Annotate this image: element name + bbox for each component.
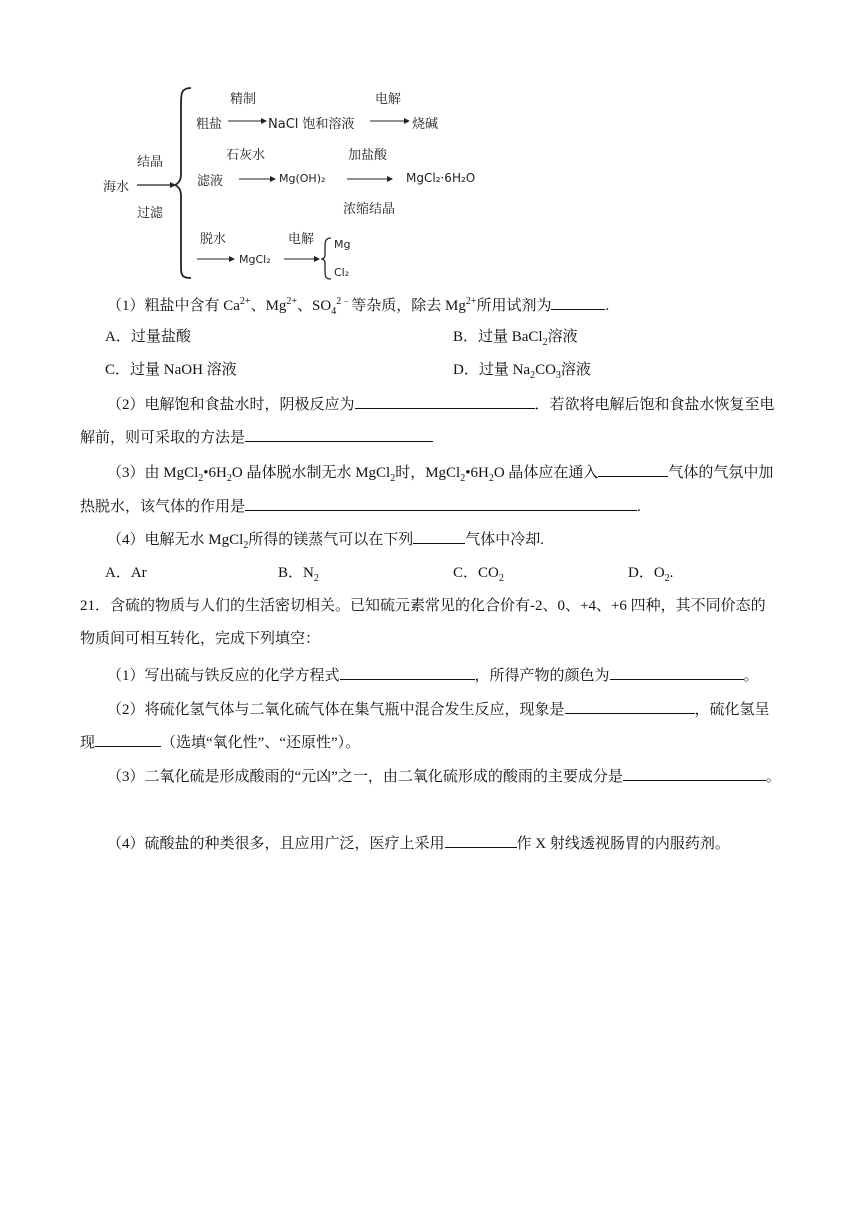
label-cl2: Cl₂: [334, 266, 350, 279]
q1-option-c[interactable]: C．过量 NaOH 溶液: [105, 362, 237, 378]
q4-option-b[interactable]: B．$N_2$: [278, 565, 319, 584]
q4-stem: （4）电解无水 MgCl$_2$所得的镁蒸气可以在下列 气体中冷却.: [107, 528, 544, 550]
answer-blank[interactable]: [623, 765, 766, 781]
q21-part2-line1: （2）将硫化氢气体与二氧化硫气体在集气瓶中混合发生反应，现象是 ，硫化氢呈: [107, 698, 770, 720]
q1-stem: （1）粗盐中含有 $Ca^{2+}$、$Mg^{2+}$、$SO_4^{2﹣}$等杂质，除去 $Mg^{2+}$所用试剂为 .: [107, 296, 610, 317]
q4-option-c[interactable]: C．$CO_2$: [453, 565, 504, 584]
q4-option-d[interactable]: D．$O_2$.: [628, 565, 674, 584]
arrowhead-hcl: [387, 176, 393, 182]
label-mgcl2-hydrate: MgCl₂·6H₂O: [406, 171, 476, 185]
q21-intro-line2: 物质间可相互转化，完成下列填空：: [80, 631, 321, 647]
answer-blank[interactable]: [551, 294, 605, 310]
answer-blank[interactable]: [565, 698, 695, 714]
label-nacl-solution: NaCl 饱和溶液: [268, 117, 355, 132]
label-add-hcl: 加盐酸: [348, 148, 388, 163]
q1-option-d[interactable]: D．过量 $Na_2CO_3$溶液: [453, 362, 591, 381]
q4-option-a[interactable]: A．Ar: [105, 565, 147, 581]
arrowhead-dehydrate: [229, 256, 235, 262]
label-concentrate: 浓缩结晶: [343, 202, 396, 217]
label-dehydrate: 脱水: [200, 232, 227, 247]
answer-blank[interactable]: [340, 664, 475, 680]
label-mg: Mg: [334, 238, 351, 251]
label-filter: 过滤: [137, 206, 164, 221]
answer-blank[interactable]: [598, 461, 668, 477]
answer-blank[interactable]: [95, 731, 161, 747]
label-mgoh2: Mg(OH)₂: [279, 172, 326, 185]
label-crude-salt: 粗盐: [196, 117, 223, 132]
label-electrolysis1: 电解: [375, 92, 402, 107]
q21-intro-line1: 21．含硫的物质与人们的生活密切相关。已知硫元素常见的化合价有-2、0、+4、+6 四种，其不同价态的: [80, 598, 766, 614]
q2-line1: （2）电解饱和食盐水时，阴极反应为 ．若欲将电解后饱和食盐水恢复至电: [107, 393, 775, 415]
q21-part2-line2: 现 （选填“氧化性”、“还原性”）。: [80, 731, 360, 753]
label-seawater: 海水: [103, 180, 130, 195]
answer-blank[interactable]: [445, 832, 517, 848]
q1-option-b[interactable]: B．过量 BaCl$_2$溶液: [453, 329, 578, 348]
answer-blank[interactable]: [245, 495, 637, 511]
answer-blank[interactable]: [413, 528, 465, 544]
q21-part4: （4）硫酸盐的种类很多，且应用广泛，医疗上采用 作 X 射线透视肠胃的内服药剂。: [107, 832, 730, 854]
arrowhead-electrolysis1: [404, 118, 410, 124]
q2-line2: 解前，则可采取的方法是: [80, 426, 433, 448]
q21-part3: （3）二氧化硫是形成酸雨的“元凶”之一，由二氧化硫形成的酸雨的主要成分是 。: [107, 765, 781, 787]
main-brace: [175, 88, 191, 278]
label-filtrate: 滤液: [197, 174, 224, 189]
answer-blank[interactable]: [355, 393, 535, 409]
answer-blank[interactable]: [245, 426, 433, 442]
label-mgcl2: MgCl₂: [239, 253, 271, 266]
arrowhead-limewater: [270, 176, 276, 182]
small-brace: [321, 238, 331, 279]
q1-option-a[interactable]: A．过量盐酸: [105, 329, 191, 345]
arrowhead-electrolysis2: [314, 256, 320, 262]
q3-line2: 热脱水，该气体的作用是 .: [80, 495, 641, 517]
label-caustic-soda: 烧碱: [412, 117, 439, 132]
answer-blank[interactable]: [610, 664, 744, 680]
q21-part1: （1）写出硫与铁反应的化学方程式 ，所得产物的颜色为 。: [107, 664, 759, 686]
q3-line1: （3）由 $MgCl_2•6H_2O$ 晶体脱水制无水 MgCl$_2$时，$MgCl_2•6H_2O$ 晶体应在通入 气体的气氛中加: [107, 461, 773, 483]
label-electrolysis2: 电解: [288, 232, 315, 247]
label-crystallize: 结晶: [137, 155, 164, 170]
label-limewater: 石灰水: [226, 148, 266, 163]
label-refine: 精制: [230, 92, 257, 107]
arrowhead-refine: [261, 118, 267, 124]
